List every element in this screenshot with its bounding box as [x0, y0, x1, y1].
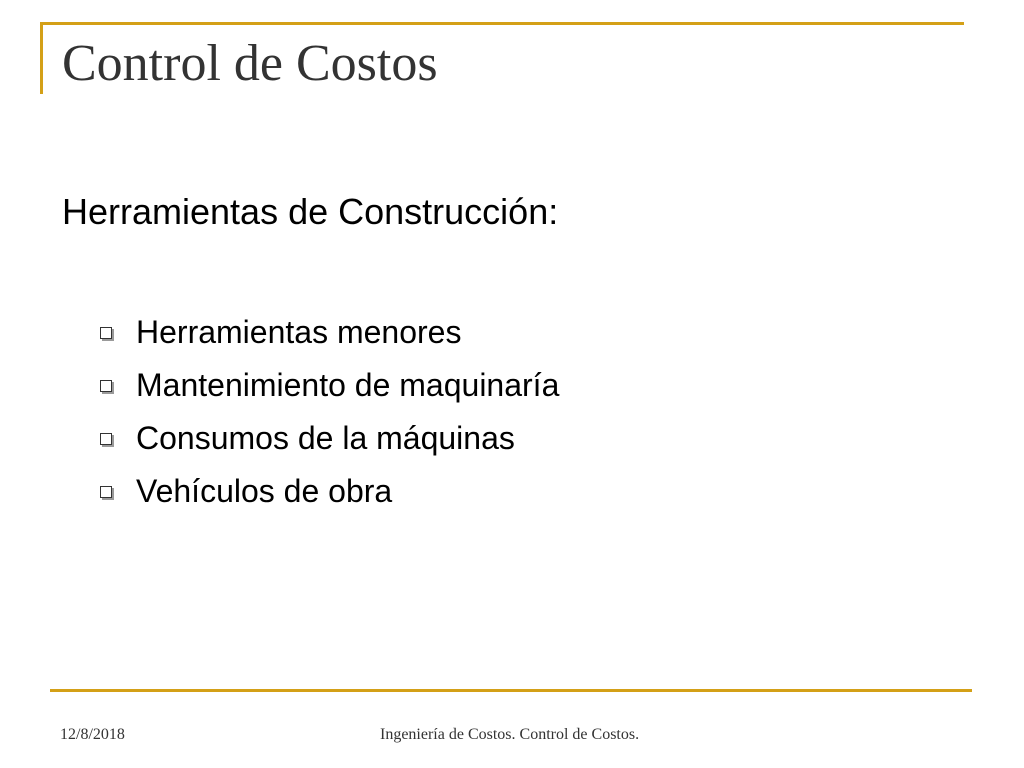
footer-date: 12/8/2018	[60, 726, 125, 743]
square-bullet-icon	[100, 327, 112, 339]
square-bullet-icon	[100, 433, 112, 445]
left-accent-line	[40, 22, 43, 94]
top-accent-line	[40, 22, 964, 25]
list-item	[100, 465, 559, 518]
bullet-text: Herramientas menores	[136, 314, 462, 350]
bullet-list	[100, 306, 559, 518]
slide-title: Control de Costos	[62, 35, 438, 92]
bullet-text: Consumos de la máquinas	[136, 420, 515, 456]
square-bullet-icon	[100, 380, 112, 392]
list-item	[100, 306, 559, 359]
slide-subtitle: Herramientas de Construcción:	[62, 191, 559, 232]
bullet-text: Mantenimiento de maquinaría	[136, 367, 560, 403]
list-item	[100, 412, 559, 465]
bullet-text: Vehículos de obra	[136, 473, 393, 509]
square-bullet-icon	[100, 486, 112, 498]
footer-divider	[50, 689, 972, 692]
list-item	[100, 359, 559, 412]
footer-text: Ingeniería de Costos. Control de Costos.	[380, 726, 640, 743]
